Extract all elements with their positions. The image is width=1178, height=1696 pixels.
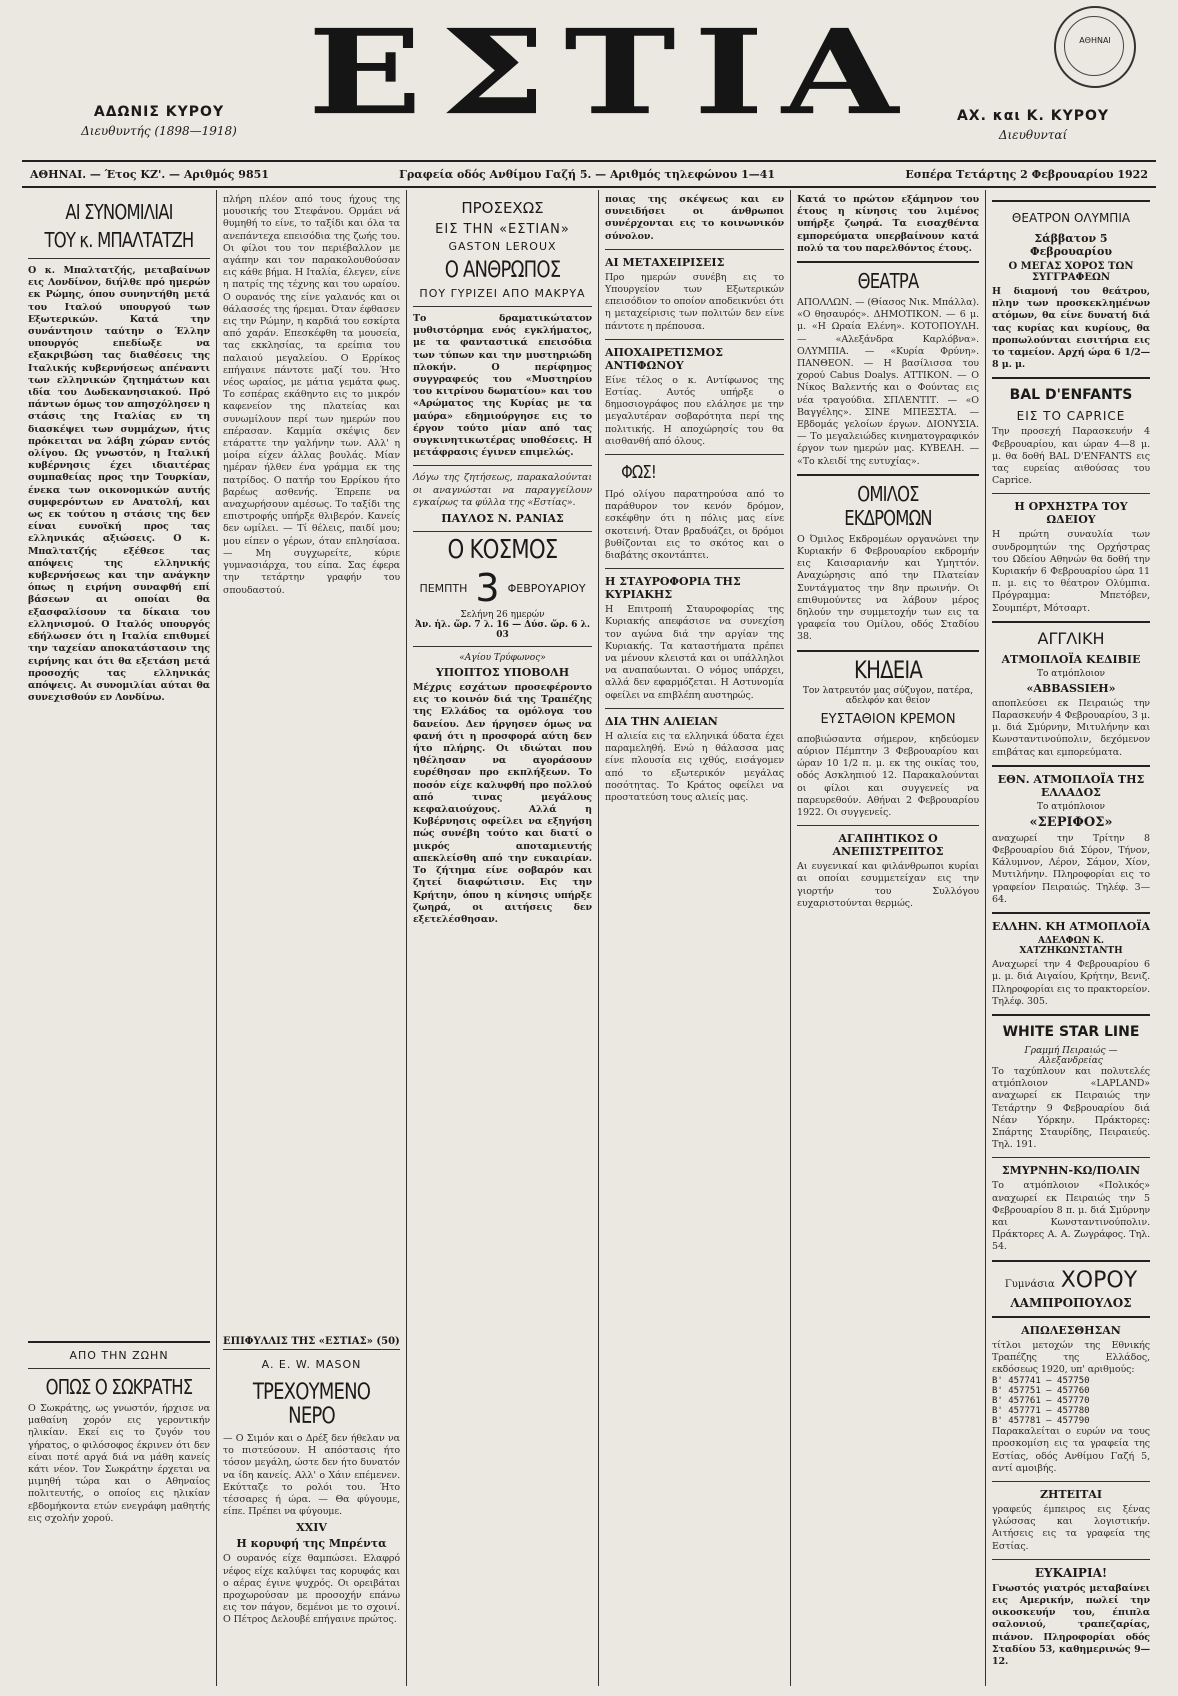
article-body: Ο Σωκράτης, ως γνωστόν, ήρχισε να μαθαίνη χορόν εις γεροντικήν ηλικίαν. Εκεί εις το ζυγόν του γήρατος, ο φιλόσοφος έκρινεν ότι δεν είναι ποτέ αργά διά να μάθη κανείς κάτι νέον. Τον Σωκράτην έρχεται να μιμηθή τώρα και ο Αθηναίος πολιτευτής, ο οποίος εις ηλικίαν εβδομήκοντα ετών ενεγράφη μαθητής εις σχολήν χορού. bbox=[28, 1403, 210, 1524]
funeral-heading: ΚΗΔΕΙΑ bbox=[854, 655, 922, 684]
newspaper-title: ΕΣΤΙΑ bbox=[307, 3, 917, 142]
lost-number-row: Β' 457771 — 457780 bbox=[992, 1406, 1090, 1417]
article-heading-line2: ΤΟΥ κ. ΜΠΑΛΤΑΤΖΗ bbox=[44, 228, 194, 252]
article-heading: ΑΙ ΣΥΝΟΜΙΛΙΑΙ bbox=[65, 200, 173, 224]
dance-school-name: ΛΑΜΠΡΟΠΟΥΛΟΣ bbox=[1010, 1295, 1132, 1310]
founder-left bbox=[74, 104, 244, 138]
article-body: Είνε τέλος ο κ. Αντίφωνος της Εστίας. Αυτός υπήρξε ο δημοσιογράφος που ελάλησε με την μεγαλυτέραν σοβαρότητα περί της πολιτικής. Η αποχώρησίς του θα αισθανθή από όλους. bbox=[605, 374, 784, 447]
english-line-body: αποπλεύσει εκ Πειραιώς την Παρασκευήν 4 Φεβρουαρίου, 3 μ. μ. διά Σμύρνην, Μιτυλήνην και Κωνσταντινούπολιν, δεχόμενον επιβάτας και εμπορεύματα. bbox=[992, 697, 1150, 758]
dance-school-prefix: Γυμνάσια bbox=[1004, 1278, 1055, 1290]
founder-right-name: ΑΧ. και Κ. ΚΥΡΟΥ bbox=[956, 108, 1110, 124]
divider bbox=[992, 1316, 1150, 1318]
divider bbox=[992, 621, 1150, 623]
founder-left-role: Διευθυντής (1898—1918) bbox=[81, 124, 237, 138]
kosmos-heading: ΥΠΟΠΤΟΣ ΥΠΟΒΟΛΗ bbox=[435, 666, 570, 680]
kosmos-day-number: 3 bbox=[475, 566, 500, 611]
opportunity-body: Γνωστός γιατρός μεταβαίνει εις Αμερικήν, πωλεί την οικοσκευήν του, έπιπλα σαλονιού, τραπεζαρίας, πιάνον. Πληροφορίαι οδός Σταδίου 53, καθημερινώς 9—12. bbox=[992, 1582, 1150, 1667]
divider bbox=[992, 377, 1150, 379]
article-heading: Η ΣΤΑΥΡΟΦΟΡΙΑ ΤΗΣ ΚΥΡΙΑΚΗΣ bbox=[605, 575, 741, 602]
dance-school-heading: ΧΟΡΟΥ bbox=[1060, 1267, 1138, 1293]
ethn-line-heading: ΕΘΝ. ΑΤΜΟΠΛΟΪΑ ΤΗΣ ΕΛΛΑΔΟΣ bbox=[997, 772, 1145, 799]
lost-note: Παρακαλείται ο ευρών να τους προσκομίση εις τα γραφεία της Εστίας, οδός Ανθίμου Γαζή 5, αντί αμοιβής. bbox=[992, 1426, 1150, 1474]
article-body: Ο κ. Μπαλτατζής, μεταβαίνων εις Λονδίνον, διήλθε πρό ημερών εκ Ρώμης, όπου συνηντήθη μετά του Ιταλού υπουργού των Εξωτερικών. Κατά την συνάντησιν ταύτην ο Έλλην υπουργός επεδίωξε να εξακριβώση τας διαθέσεις της Ιταλικής κυβερνήσεως απέναντι των ελληνικών ζητημάτων και ιδία του Δωδεκανησιακού. Πρό πάντων όμως τον απησχόλησεν η στάσις της Ιταλίας εν τη διασκέψει των συμμάχων, ήτις πρόκειται να λάβη χώραν εντός ολίγου. Ως γνωστόν, η Ιταλική κυβέρνησις έχει ιδιαιτέρας συμπαθείας προς την Τουρκίαν, ένεκα των οικονομικών αυτής συμφερόντων εν Ανατολή, και ως εκ τούτου η στάσις της δεν είναι ευνοϊκή προς τας ελληνικάς αξιώσεις. Ο κ. Μπαλτατζής εξέθεσε τας απόψεις της ελληνικής κυβερνήσεως και την ανάγκην όπως η ειρήνη συναφθή επί βάσεων αι οποίαι θα εξασφαλίσουν τα δίκαια του ελληνισμού. Ο Ιταλός υπουργός εδήλωσεν ότι η Ιταλία επιθυμεί την ταχείαν αποκατάστασιν της ειρήνης και ότι θα εξετάση μετά προσοχής τας ελληνικάς απόψεις. Αι συνομιλίαι αύται θα συνεχισθούν εν Λονδίνω. bbox=[28, 265, 210, 704]
chapter-body: Ο ουρανός είχε θαμπώσει. Ελαφρό νέφος είχε καλύψει τας κορυφάς και ο αέρας έγινε ψυχρός. Οι ορειβάται προχωρούσαν με προσοχήν επάνω εις τον πάγον, δεμένοι με το σχοινί. Ο Πέτρος Δελουβέ επήγαινε πρώτος. bbox=[223, 1553, 400, 1626]
excursion-heading: ΟΜΙΛΟΣ ΕΚΔΡΟΜΩΝ bbox=[844, 481, 932, 530]
whitestar-subheading: Γραμμή Πειραιώς — Αλεξανδρείας bbox=[1024, 1045, 1118, 1066]
english-ship-name: «ABBASSIEH» bbox=[1026, 681, 1116, 695]
theatre-listings: ΑΠΟΛΛΩΝ. — (Θίασος Νικ. Μπάλλα). «Ο θησαυρός». ΔΗΜΟΤΙΚΟΝ. — 6 μ. μ. «Η Ωραία Ελένη». ΚΟΤΟΠΟΥΛΗ. — «Αλεξάνδρα Καρλόβνα». ΟΛΥΜΠΙΑ. — «Κυρία Φρύνη». ΠΑΝΘΕΟΝ. — Η βασίλισσα του χορού Cabus Doalys. ΑΤΤΙΚΟΝ. — Ο Νίκος Βαλεντής και ο Φούντας εις νέα τραγούδια. ΣΠΛΕΝΤΙΤ. — «Ο Βαγγέλης». ΣΙΝΕ ΜΠΕΞΣΤΑ. — Εβδομάς γελοίων έργων. ΔΙΟΝΥΣΙΑ. — Το μεγαλειώδες κινηματογραφικόν έργον των ημερών μας. ΚΥΒΕΛΗ. — «Το κλειδί της ευτυχίας». bbox=[797, 297, 979, 467]
divider bbox=[413, 306, 592, 307]
masthead bbox=[22, 0, 1156, 158]
smyrni-heading: ΣΜΥΡΝΗΝ-ΚΩ/ΠΟΛΙΝ bbox=[1001, 1164, 1141, 1178]
seal-text: ΑΘΗΝΑΙ bbox=[1079, 36, 1111, 45]
hellenic-line-heading: ΕΛΛΗΝ. ΚΗ ΑΤΜΟΠΛΟΪΑ bbox=[992, 920, 1151, 934]
lost-number-row: Β' 457761 — 457770 bbox=[992, 1396, 1090, 1407]
article-body: Η Επιτροπή Σταυροφορίας της Κυριακής απεφάσισε να συνεχίση τον αγώνα διά την αργίαν της Κυριακής. Τα καταστήματα πρέπει να μένουν κλειστά και οι υπάλληλοι να αναπαύωνται. Ο νόμος υπάρχει, αλλά δεν εφαρμόζεται. Η Αστυνομία οφείλει να επιβλέπη αυστηρώς. bbox=[605, 604, 784, 701]
divider bbox=[413, 465, 592, 466]
bal-body: Την προσεχή Παρασκευήν 4 Φεβρουαρίου, και ώραν 4—8 μ. μ. θα δοθή BAL D'ENFANTS εις τας ευρείας αιθούσας του Caprice. bbox=[992, 426, 1150, 487]
funeral-name: ΕΥΣΤΑΘΙΟΝ ΚΡΕΜΟΝ bbox=[820, 711, 956, 727]
whitestar-body: Το ταχύπλουν και πολυτελές ατμόπλοιον «LAPLAND» αναχωρεί εκ Πειραιώς την Τετάρτην 9 Φεβρουαρίου διά Νέαν Υόρκην. Πράκτορες: Σπάρτης Σταυρίδης, Πειραιεύς. Τηλ. 191. bbox=[992, 1065, 1150, 1151]
divider bbox=[992, 1157, 1150, 1158]
kosmos-moon: Σελήνη 26 ημερών bbox=[460, 610, 545, 621]
novel-subtitle: ΠΟΥ ΓΥΡΙΖΕΙ ΑΠΟ ΜΑΚΡΥΑ bbox=[419, 287, 586, 300]
dateline-issue: ΑΘΗΝΑΙ. — Έτος ΚΖ'. — Αριθμός 9851 bbox=[30, 167, 269, 181]
article-heading: ΑΓΑΠΗΤΙΚΟΣ Ο ΑΝΕΠΙΣΤΡΕΠΤΟΣ bbox=[832, 832, 944, 859]
kosmos-body: Μέχρις εσχάτων προσεφέροντο εις το κοινόν διά της Τραπέζης της Ελλάδος τα ομόλογα του δανείου. Δεν ήργησεν όμως να φανή ότι η προσφορά αύτη δεν ήτο πλήρης. Οι ιδιώται που ηθέλησαν να αγοράσουν ευρέθησαν προ εκπλήξεων. Το ποσόν είχε καλυφθή προ πολλού από τινας μεγάλους κεφαλαιούχους. Αλλά η Κυβέρνησις οφείλει να εξηγήση πώς συνέβη τούτο και διατί ο μικρός αποταμιευτής απεκλείσθη από την ευκαιρίαν. Το ζήτημα είνε σοβαρόν και ζητεί διαφώτισιν. Εις την Κρήτην, όπου η κίνησις υπήρξε ζωηρά, οι αιτήσεις δεν εξετελέσθησαν. bbox=[413, 682, 592, 925]
column-5 bbox=[791, 190, 986, 1686]
article-heading: ΟΠΩΣ Ο ΣΩΚΡΑΤΗΣ bbox=[45, 1375, 193, 1399]
kosmos-day: ΠΕΜΠΤΗ bbox=[419, 581, 468, 595]
hellenic-line-body: Αναχωρεί την 4 Φεβρουαρίου 6 μ. μ. διά Αιγαίου, Κρήτην, Βενιζ. Πληροφορίαι εις το πρακτορείον. Τηλέφ. 305. bbox=[992, 959, 1150, 1007]
chapter-number: XXIV bbox=[296, 1521, 327, 1535]
article-body: ποιας της σκέψεως και εν συνειδήσει οι άνθρωποι συνέρχονται εις το κοινωνικόν σύνολον. bbox=[605, 194, 784, 242]
seal-inner-ring bbox=[1064, 16, 1124, 76]
divider bbox=[605, 708, 784, 709]
dateline-office: Γραφεία οδός Ανθίμου Γαζή 5. — Αριθμός τηλεφώνου 1—41 bbox=[399, 167, 776, 181]
article-heading: ΑΙ ΜΕΤΑΧΕΙΡΙΣΕΙΣ bbox=[605, 255, 725, 269]
lost-number-list bbox=[992, 1376, 1150, 1426]
divider bbox=[992, 1260, 1150, 1262]
divider bbox=[28, 1368, 210, 1369]
funeral-body: αποβιώσαντα σήμερον, κηδεύομεν αύριον Πέμπτην 3 Φεβρουαρίου και ώραν 10 1/2 π. μ. εκ της οικίας του, οδός Ασκληπιού 12. Παρακαλούνται οι φίλοι και συγγενείς να παρευρεθούν. Αθήναι 2 Φεβρουαρίου 1922. Οι συγγενείς. bbox=[797, 733, 979, 818]
english-ship-label: Το ατμόπλοιον bbox=[1036, 668, 1106, 679]
library-stamp-seal bbox=[1054, 6, 1136, 88]
lost-number-row: Β' 457741 — 457750 bbox=[992, 1376, 1090, 1387]
divider bbox=[992, 1481, 1150, 1482]
divider bbox=[797, 650, 979, 652]
divider bbox=[605, 454, 784, 455]
article-body: Κατά το πρώτον εξάμηνον του έτους η κίνησις του λιμένος υπήρξε ζωηρά. Τα εισαχθέντα εμπορεύματα υπερβαίνουν κατά πολύ τα του παρελθόντος έτους. bbox=[797, 194, 979, 254]
section-heading: ΑΠΟ ΤΗΝ ΖΩΗΝ bbox=[69, 1349, 169, 1362]
article-heading: ΔΙΑ ΤΗΝ ΑΛΙΕΙΑΝ bbox=[605, 714, 718, 728]
article-heading: ΦΩΣ! bbox=[621, 462, 656, 484]
excursion-body: Ο Όμιλος Εκδρομέων οργανώνει την Κυριακήν 6 Φεβρουαρίου εκδρομήν εις Καισαριανήν και Υμηττόν. Αναχώρησις από την Πλατείαν Συντάγματος την 8ην πρωινήν. Οι επιθυμούντες να λάβουν μέρος δηλούν την συμμετοχήν των εις τα γραφεία του Ομίλου, οδός Σταδίου 38. bbox=[797, 533, 979, 643]
ethn-line-body: αναχωρεί την Τρίτην 8 Φεβρουαρίου διά Σύρον, Τήνον, Κάλυμνον, Λέρον, Σάμον, Χίον, Μυτιλήνην. Πληροφορίαι εις το γραφείον Πειραιώς. Τηλέφ. 3—64. bbox=[992, 832, 1150, 905]
lost-number-row: Β' 457781 — 457790 bbox=[992, 1416, 1090, 1427]
kosmos-date bbox=[413, 566, 592, 610]
whitestar-heading: WHITE STAR LINE bbox=[1002, 1023, 1140, 1040]
serial-banner: ΕΠΙΦΥΛΛΙΣ ΤΗΣ «ΕΣΤΙΑΣ» (50) bbox=[223, 1334, 400, 1350]
kosmos-title: Ο ΚΟΣΜΟΣ bbox=[447, 535, 558, 566]
notice-note: Λόγω της ζητήσεως, παρακαλούνται οι αναγνώσται να παραγγείλουν εγκαίρως τα φύλλα της «Εστίας». bbox=[413, 472, 592, 508]
lost-body: τίτλοι μετοχών της Εθνικής Τραπέζης της Ελλάδος, εκδόσεως 1920, υπ' αριθμούς: bbox=[992, 1339, 1150, 1375]
article-body: Προ ημερών συνέβη εις το Υπουργείον των Εξωτερικών επεισόδιον το οποίον αποδεικνύει ότι η μεταχείρισις των πολιτών δεν είνε πάντοτε η πρέπουσα. bbox=[605, 271, 784, 332]
funeral-subtitle: Τον λατρευτόν μας σύζυγον, πατέρα, αδελφόν και θείον bbox=[802, 685, 974, 706]
article-body: Πρό ολίγου παρατηρούσα από το παράθυρον τον κενόν δρόμον, εσκέφθην ότι η πόλις μας είνε σκοτεινή. Όταν βραδυάζει, οι δρόμοι βυθίζονται εις το σκότος και ο διαβάτης σκοντάπτει. bbox=[605, 489, 784, 562]
article-heading: ΑΠΟΧΑΙΡΕΤΙΣΜΟΣ ΑΝΤΙΦΩΝΟΥ bbox=[605, 345, 724, 372]
olympia-title: Ο ΜΕΓΑΣ ΧΟΡΟΣ ΤΩΝ ΣΥΓΓΡΑΦΕΩΝ bbox=[1008, 261, 1134, 283]
divider bbox=[797, 825, 979, 826]
wanted-heading: ΖΗΤΕΙΤΑΙ bbox=[1039, 1487, 1102, 1501]
kosmos-subtitle: «Αγίου Τρύφωνος» bbox=[459, 653, 546, 664]
article-body: Η αλιεία εις τα ελληνικά ύδατα έχει παραμεληθή. Ενώ η θάλασσα μας είνε πλουσία εις ιχθύς, εισάγομεν από το εξωτερικόν μεγάλας ποσότητας. Το Κράτος οφείλει να προστατεύση τους αλιείς μας. bbox=[605, 730, 784, 803]
serial-title: ΤΡΕΧΟΥΜΕΝΟ ΝΕΡΟ bbox=[252, 1380, 371, 1429]
opportunity-heading: ΕΥΚΑΙΡΙΑ! bbox=[1034, 1565, 1108, 1580]
divider bbox=[413, 531, 592, 532]
column-6 bbox=[986, 190, 1156, 1686]
divider bbox=[605, 339, 784, 340]
divider bbox=[992, 1014, 1150, 1016]
lost-number-row: Β' 457751 — 457760 bbox=[992, 1386, 1090, 1397]
divider bbox=[992, 493, 1150, 494]
column-1 bbox=[22, 190, 217, 1686]
serial-author: A. E. W. MASON bbox=[261, 1358, 362, 1371]
divider bbox=[605, 249, 784, 250]
divider bbox=[605, 568, 784, 569]
divider bbox=[28, 258, 210, 259]
column-3 bbox=[407, 190, 599, 1686]
bal-subtitle: ΕΙΣ ΤΟ CAPRICE bbox=[1016, 409, 1126, 424]
kosmos-month: ΦΕΒΡΟΥΑΡΙΟΥ bbox=[507, 581, 586, 595]
orchestra-heading: Η ΟΡΧΗΣΤΡΑ ΤΟΥ ΩΔΕΙΟΥ bbox=[1014, 500, 1128, 527]
smyrni-body: Το ατμόπλοιον «Πολικός» αναχωρεί εκ Πειραιώς την 5 Φεβρουαρίου 8 π. μ. διά Σμύρνην και Κωνσταντινούπολιν. Πράκτορες Α. Α. Ζωγράφος. Τηλ. 54. bbox=[992, 1180, 1150, 1253]
divider bbox=[797, 261, 979, 263]
lost-heading: ΑΠΩΛΕΣΘΗΣΑΝ bbox=[1021, 1323, 1121, 1337]
notice-body: Το δραματικώτατον μυθιστόρημα ενός εγκλήματος, με τα φανταστικά επεισόδια των τύπων και την μυστηριώδη πλοκήν. Ο περίφημος συγγραφεύς του «Μυστηρίου του κιτρίνου δωματίου» και του «Αρώματος της Κυρίας με τα μαύρα» εδημιούργησε εις το έργον τούτο μίαν από τας συγκινητικωτέρας υποθέσεις. Η μετάφρασις έγινεν επιμελώς. bbox=[413, 313, 592, 459]
dateline bbox=[22, 160, 1156, 188]
columns bbox=[22, 190, 1156, 1686]
column-2 bbox=[217, 190, 407, 1686]
orchestra-body: Η πρώτη συναυλία των συνδρομητών της Ορχήστρας του Ωδείου Αθηνών θα δοθή την Κυριακήν 6 Φεβρουαρίου ώρα 11 π. μ. εις το θέατρον Ολύμπια. Πρόγραμμα: Μπετόβεν, Σουμπέρτ, Μότσαρτ. bbox=[992, 529, 1150, 614]
novel-title: Ο ΑΝΘΡΩΠΟΣ bbox=[444, 258, 561, 283]
divider bbox=[797, 474, 979, 476]
chapter-title: Η κορυφή της Μπρέντα bbox=[236, 1537, 387, 1551]
olympia-heading: ΘΕΑΤΡΟΝ ΟΛΥΜΠΙΑ bbox=[1011, 211, 1131, 225]
olympia-body: Η διαμονή του θεάτρου, πλην των προσκεκλημένων ατόμων, θα είνε δυνατή διά τας κυρίας και κυρίους, θα προπωλούνται εισιτήρια εις το ταμείον. Αρχή ώρα 6 1/2—8 μ. μ. bbox=[992, 286, 1150, 371]
notice-title: ΠΡΟΣΕΧΩΣ bbox=[461, 199, 544, 217]
olympia-date: Σάββατον 5 Φεβρουαρίου bbox=[1030, 232, 1112, 258]
kosmos-sun: Ἀν. ἡλ. ὥρ. 7 λ. 16 — Δύσ. ὥρ. 6 λ. 03 bbox=[415, 620, 590, 641]
founder-right-role: Διευθυνταί bbox=[998, 128, 1068, 142]
hellenic-line-subheading: ΑΔΕΛΦΩΝ Κ. ΧΑΤΖΗΚΩΝΣΤΑΝΤΗ bbox=[1019, 936, 1123, 957]
founder-left-name: ΑΔΩΝΙΣ ΚΥΡΟΥ bbox=[93, 104, 225, 120]
wanted-body: γραφεύς έμπειρος εις ξένας γλώσσας και λογιστικήν. Αιτήσεις εις τα γραφεία της Εστίας. bbox=[992, 1503, 1150, 1552]
ethn-ship-name: «ΣΕΡΙΦΟΣ» bbox=[1029, 814, 1113, 830]
article-body: Αι ευγενικαί και φιλάνθρωποι κυρίαι αι οποίαι εσυμμετείχαν εις την γιορτήν του Συλλόγου ευχαριστούνται θερμώς. bbox=[797, 861, 979, 909]
dateline-date: Εσπέρα Τετάρτης 2 Φεβρουαρίου 1922 bbox=[905, 167, 1148, 181]
ethn-ship-label: Το ατμόπλοιον bbox=[1036, 801, 1106, 812]
english-line-subheading: ΑΤΜΟΠΛΟΪΑ ΚΕΔΙΒΙΕ bbox=[1001, 652, 1141, 666]
notice-subtitle: ΕΙΣ ΤΗΝ «ΕΣΤΙΑΝ» bbox=[435, 222, 570, 237]
divider bbox=[992, 200, 1150, 202]
dance-school-ad bbox=[992, 1268, 1150, 1293]
theatre-heading: ΘΕΑΤΡΑ bbox=[857, 269, 919, 294]
notice-author: GASTON LEROUX bbox=[448, 240, 557, 253]
column-4 bbox=[599, 190, 791, 1686]
divider bbox=[992, 1559, 1150, 1560]
article-body: πλήρη πλέον από τους ήχους της μουσικής του Στεφάνου. Ορμάει νά θυμηθή το είνε, το ταξίδι και όλα τα ανεπάντεχα επεισόδια της ζωής του. Οι φίλοι του τον περιέβαλλον με αγάπην και τον παρακολουθούσαν εις κάθε βήμα. Η Ιταλία, έλεγεν, είνε η πατρίς της τέχνης και του ωραίου. Ο ουρανός της είνε γαλανός και οι θάλασσές της ήρεμαι. Όταν έφθασεν εις την Ρώμην, η καρδιά του εσκίρτα από χαράν. Επεσκέφθη τα μουσεία, τας εκκλησίας, τα ερείπια του παλαιού μεγαλείου. Ο Ερρίκος επήγαινε πάντοτε μαζί του. Ήτο νέος ωραίος, με μάτια γεμάτα φως. Το εσπέρας εκάθηντο εις το μικρόν καφενείον της πλατείας και συνωμίλουν περί των ημερών που επέρασαν. Καμμία σκέψις δεν ετάραττε την γαλήνην των. Αλλ' η μοίρα είχεν άλλας βουλάς. Μίαν ημέραν ήλθεν ένα γράμμα εκ της πατρίδος. Ο πατήρ του Ερρίκου ήτο βαρέως ασθενής. Έπρεπε να αναχωρήσουν αμέσως. Το ταξίδι της επιστροφής υπήρξε θλιβερόν. Κανείς δεν ωμίλει. — Τί θέλεις, παιδί μου; μου είπεν ο γέρων, όταν επλησίασα. — Μη συγχωρείτε, κύριε γυμνασιάρχα, του είπα. Σας έφερα την τετάρτην γραφήν του σπουδαστού. bbox=[223, 194, 400, 596]
serial-body: — Ο Σιμόν και ο Δρέξ δεν ήθελαν να το πιστεύσουν. Η απόστασις ήτο τόσον μεγάλη, ώστε δεν ήτο δυνατόν να ίδη κανείς. Αλλ' ο Χάιν επέμενεν. Εκύτταζε το ρολόι του. Ήτο τέσσαρες ή ώρα. — Θα φύγουμε, είπε. Πρέπει να φύγουμε. bbox=[223, 1433, 400, 1518]
divider bbox=[992, 912, 1150, 914]
divider bbox=[992, 765, 1150, 767]
divider bbox=[413, 646, 592, 647]
english-line-heading: ΑΓΓΛΙΚΗ bbox=[1037, 628, 1105, 648]
kosmos-author: ΠΑΥΛΟΣ Ν. ΡΑΝΙΑΣ bbox=[441, 512, 564, 526]
bal-title: BAL D'ENFANTS bbox=[1009, 387, 1133, 404]
founder-right bbox=[948, 108, 1118, 142]
divider bbox=[28, 1341, 210, 1343]
